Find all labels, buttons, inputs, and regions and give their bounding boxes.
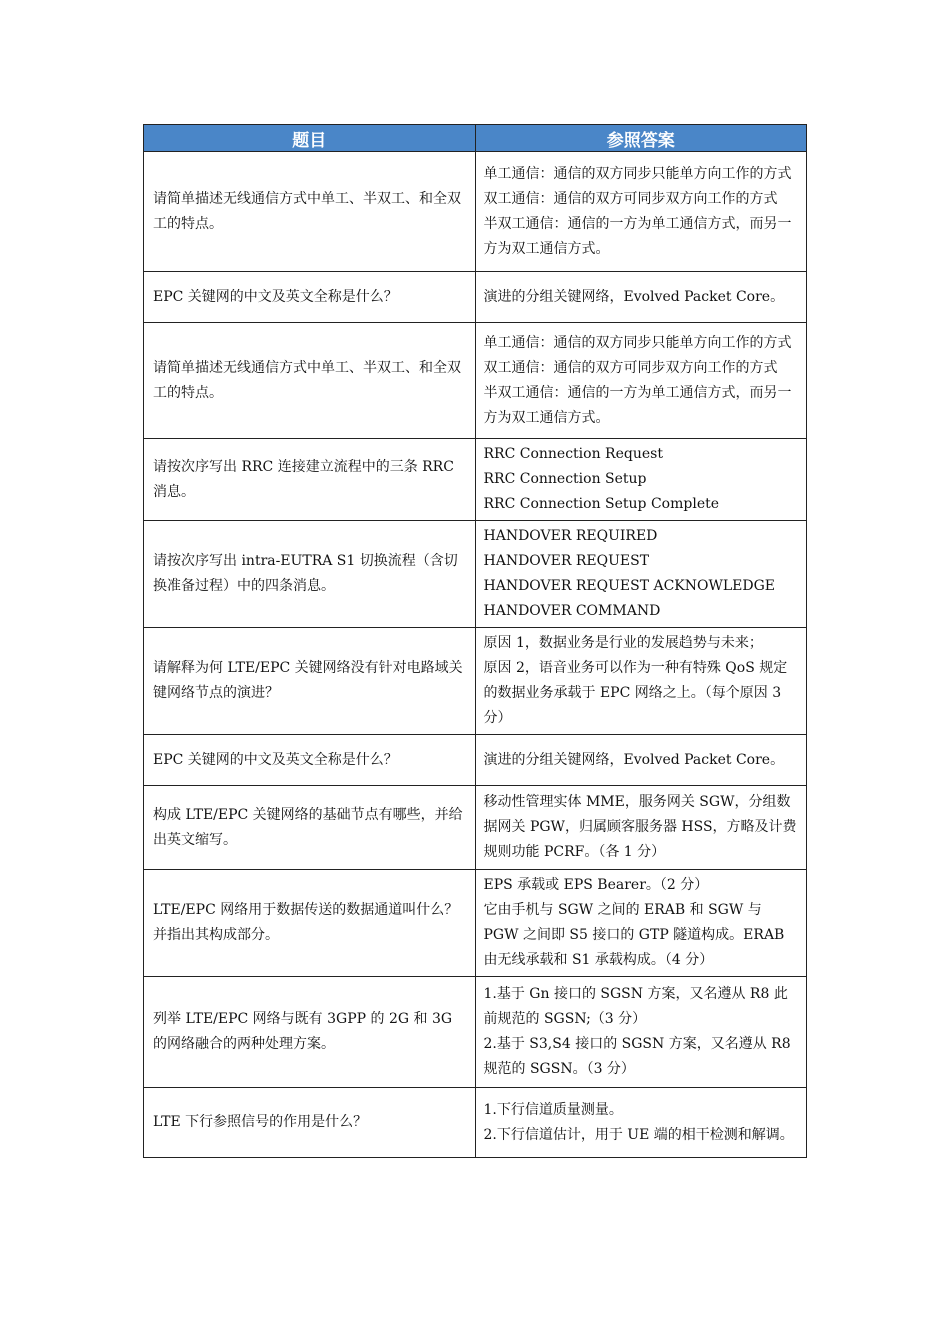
qa-table-body [144, 152, 807, 1158]
answer-line: 移动性管理实体 MME，服务网关 SGW，分组数据网关 PGW，归属顾客服务器 HSS，方略及计费规则功能 PCRF。（各 1 分） [483, 794, 797, 860]
answer-line: RRC Connection Setup Complete [483, 496, 720, 512]
answer-cell [475, 786, 807, 870]
question-cell: 请按次序写出 RRC 连接建立流程中的三条 RRC 消息。 [144, 439, 476, 521]
answer-cell [475, 1088, 807, 1158]
answer-line: 原因 2，语音业务可以作为一种有特殊 QoS 规定的数据业务承载于 EPC 网络之上。（每个原因 3 分） [483, 660, 788, 726]
question-cell: 列举 LTE/EPC 网络与既有 3GPP 的 2G 和 3G 的网络融合的两种处理方案。 [144, 977, 476, 1088]
answer-cell [475, 870, 807, 977]
answer-line: 双工通信：通信的双方可同步双方向工作的方式 [483, 190, 778, 207]
answer-line: 双工通信：通信的双方可同步双方向工作的方式 [483, 359, 778, 376]
question-cell: LTE 下行参照信号的作用是什么？ [144, 1088, 476, 1158]
answer-cell [475, 152, 807, 272]
answer-cell [475, 521, 807, 628]
answer-line: 单工通信：通信的双方同步只能单方向工作的方式 [483, 334, 792, 351]
table-row [144, 439, 807, 521]
table-row [144, 323, 807, 439]
question-cell: EPC 关键网的中文及英文全称是什么？ [144, 272, 476, 323]
table-row [144, 152, 807, 272]
answer-line: 单工通信：通信的双方同步只能单方向工作的方式 [483, 165, 792, 182]
table-row [144, 1088, 807, 1158]
answer-line: 它由手机与 SGW 之间的 ERAB 和 SGW 与 PGW 之间即 S5 接口的 GTP 隧道构成。ERAB 由无线承载和 S1 承载构成。（4 分） [483, 902, 785, 968]
question-cell: 请简单描述无线通信方式中单工、半双工、和全双工的特点。 [144, 323, 476, 439]
question-cell: EPC 关键网的中文及英文全称是什么？ [144, 735, 476, 786]
answer-line: 原因 1，数据业务是行业的发展趋势与未来； [483, 635, 763, 651]
answer-line: 2.基于 S3,S4 接口的 SGSN 方案，又名遵从 R8 规范的 SGSN。（3 分） [483, 1036, 791, 1077]
question-cell: 请简单描述无线通信方式中单工、半双工、和全双工的特点。 [144, 152, 476, 272]
qa-table [143, 124, 807, 1158]
table-row [144, 521, 807, 628]
answer-line: 半双工通信：通信的一方为单工通信方式，而另一方为双工通信方式。 [483, 384, 792, 426]
table-header-row [144, 125, 807, 152]
answer-cell [475, 323, 807, 439]
answer-line: 演进的分组关键网络，Evolved Packet Core。 [483, 288, 785, 305]
answer-cell [475, 735, 807, 786]
question-cell: 构成 LTE/EPC 关键网络的基础节点有哪些，并给出英文缩写。 [144, 786, 476, 870]
answer-line: RRC Connection Setup [483, 471, 647, 487]
answer-cell [475, 628, 807, 735]
answer-line: HANDOVER COMMAND [483, 603, 661, 619]
answer-line: 1.基于 Gn 接口的 SGSN 方案，又名遵从 R8 此前规范的 SGSN;（3 分） [483, 986, 788, 1027]
table-row [144, 977, 807, 1088]
answer-line: 2.下行信道估计，用于 UE 端的相干检测和解调。 [483, 1126, 794, 1143]
answer-line: HANDOVER REQUEST ACKNOWLEDGE [483, 578, 776, 594]
answer-cell [475, 272, 807, 323]
answer-line: 半双工通信：通信的一方为单工通信方式，而另一方为双工通信方式。 [483, 215, 792, 257]
answer-line: RRC Connection Request [483, 446, 663, 462]
answer-line: EPS 承载或 EPS Bearer。（2 分） [483, 877, 709, 893]
question-cell: 请按次序写出 intra-EUTRA S1 切换流程（含切换准备过程）中的四条消息。 [144, 521, 476, 628]
table-row [144, 272, 807, 323]
question-cell: 请解释为何 LTE/EPC 关键网络没有针对电路域关键网络节点的演进？ [144, 628, 476, 735]
header-answer: 参照答案 [475, 125, 807, 152]
header-question: 题目 [144, 125, 476, 152]
answer-cell [475, 439, 807, 521]
table-row [144, 735, 807, 786]
answer-cell [475, 977, 807, 1088]
question-cell: LTE/EPC 网络用于数据传送的数据通道叫什么？并指出其构成部分。 [144, 870, 476, 977]
answer-line: HANDOVER REQUIRED [483, 528, 658, 544]
answer-line: 演进的分组关键网络，Evolved Packet Core。 [483, 751, 785, 768]
answer-line: HANDOVER REQUEST [483, 553, 650, 569]
answer-line: 1.下行信道质量测量。 [483, 1101, 623, 1118]
table-row [144, 628, 807, 735]
table-row [144, 870, 807, 977]
table-row [144, 786, 807, 870]
